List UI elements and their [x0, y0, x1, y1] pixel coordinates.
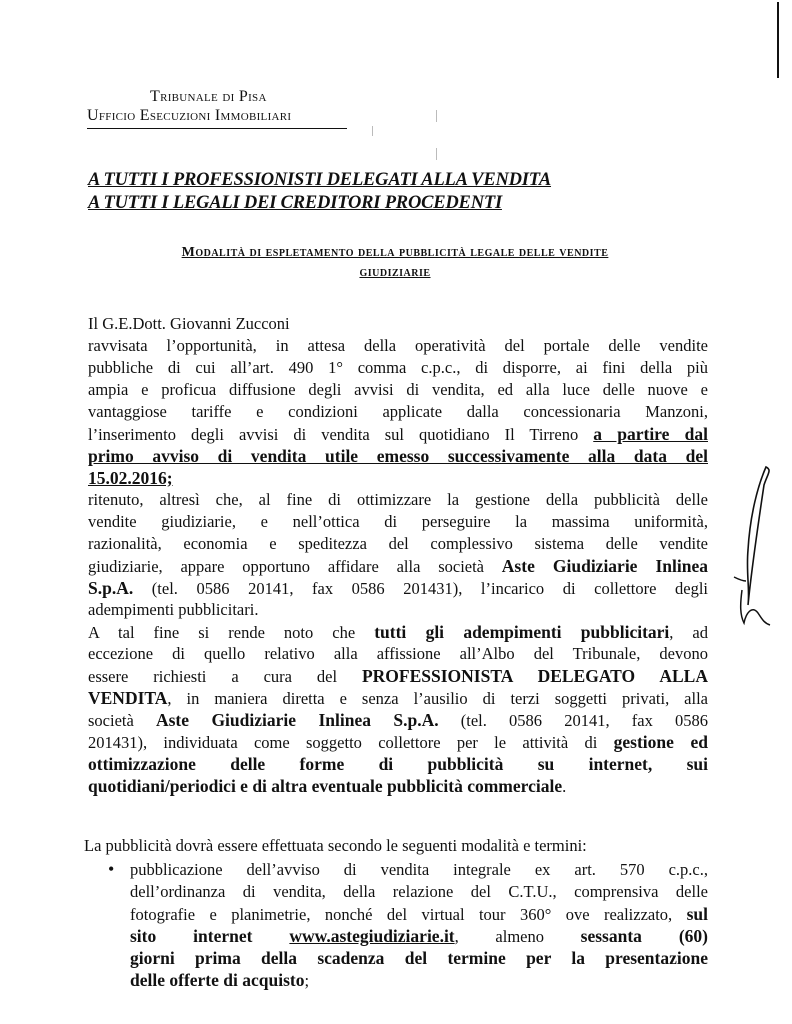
court-name: Tribunale di Pisa — [150, 88, 267, 105]
document-body — [88, 313, 708, 797]
body-text: 201431), individuata come soggetto collettore per le attività di — [88, 733, 614, 752]
body-line: ampia e proficua diffusione degli avvisi di vendita, ed alla luce delle nuove e — [88, 380, 708, 399]
body-text: A tal fine si rende noto che — [88, 623, 375, 642]
handwritten-initials-signature — [728, 455, 788, 655]
emphasis-text: VENDITA — [88, 688, 168, 708]
bullet-line: dell’ordinanza di vendita, della relazione del C.T.U., comprensiva delle — [130, 882, 708, 901]
bullet-symbol: • — [108, 859, 115, 879]
bullet-line: pubblicazione dell’avviso di vendita integrale ex art. 570 c.p.c., — [130, 860, 708, 879]
body-text: (tel. 0586 20141, fax 0586 201431), l’incarico di collettore degli — [133, 579, 708, 598]
body-line: vendite giudiziarie, e nell’ottica di perseguire la massima uniformità, — [88, 512, 708, 531]
body-text: ; — [304, 971, 310, 990]
body-line: vantaggiose tariffe e condizioni applicate dalla concessionaria Manzoni, — [88, 402, 708, 421]
bullet-line — [130, 925, 708, 947]
body-text: (tel. 0586 20141, fax 0586 — [438, 711, 708, 730]
header-rule — [87, 128, 347, 129]
scan-speck — [436, 148, 437, 160]
company-name: Aste Giudiziarie Inlinea — [501, 556, 709, 576]
body-line — [88, 665, 708, 687]
body-text: fotografie e planimetrie, nonché del virtual tour 360° ove realizzato, — [130, 905, 687, 924]
company-suffix: S.p.A. — [88, 578, 134, 598]
body-text: l’inserimento degli avvisi di vendita sul quotidiano Il Tirreno — [88, 425, 594, 444]
body-text: società — [88, 711, 156, 730]
body-line: ritenuto, altresì che, al fine di ottimizzare la gestione della pubblicità delle — [88, 490, 708, 509]
body-line: razionalità, economia e speditezza del complessivo sistema delle vendite — [88, 534, 708, 553]
subtitle-line-1: Modalità di espletamento della pubblicità legale delle vendite — [181, 245, 609, 260]
emphasis-text: PROFESSIONISTA DELEGATO ALLA — [361, 666, 708, 686]
body-line — [88, 423, 708, 445]
bullet-line — [130, 903, 708, 925]
body-text: , almeno — [454, 927, 581, 946]
body-text: , ad — [669, 623, 709, 642]
body-text: essere richiesti a cura del — [88, 667, 362, 686]
bullet-line — [130, 969, 708, 991]
body-line — [88, 731, 708, 753]
emphasis-text: gestione ed — [613, 732, 708, 752]
body-line: eccezione di quello relativo alla affissione all’Albo del Tribunale, devono — [88, 644, 708, 663]
addressee-title-1: A TUTTI I PROFESSIONISTI DELEGATI ALLA VENDITA — [88, 170, 552, 190]
addressee-title-2: A TUTTI I LEGALI DEI CREDITORI PROCEDENTI — [88, 193, 502, 213]
body-line — [88, 775, 708, 797]
emphasis-text: tutti gli adempimenti pubblicitari — [374, 622, 670, 642]
body-line: pubbliche di cui all’art. 490 1° comma c.p.c., di disporre, ai fini della più — [88, 358, 708, 377]
body-line: adempimenti pubblicitari. — [88, 600, 259, 619]
scan-speck — [372, 126, 373, 136]
company-name: Aste Giudiziarie Inlinea S.p.A. — [155, 710, 439, 730]
office-name: Ufficio Esecuzioni Immobiliari — [87, 107, 292, 124]
emphasis-line: ottimizzazione delle forme di pubblicità su internet, sui — [88, 754, 708, 774]
judge-line: Il G.E.Dott. Giovanni Zucconi — [88, 314, 290, 333]
emphasis-text: delle offerte di acquisto — [130, 970, 305, 990]
body-line — [88, 709, 708, 731]
emphasis-date: 15.02.2016; — [88, 468, 173, 488]
emphasis-line: primo avviso di vendita utile emesso successivamente alla data del — [88, 446, 708, 466]
body-text: giudiziarie, appare opportuno affidare alla società — [88, 557, 502, 576]
body-text: , in maniera diretta e senza l’ausilio di terzi soggetti privati, alla — [167, 689, 708, 708]
bullet-item — [130, 859, 708, 991]
scan-speck — [436, 110, 437, 122]
website-link[interactable]: www.astegiudiziarie.it — [289, 926, 455, 946]
body-line — [88, 621, 708, 643]
emphasis-text: sul — [686, 904, 708, 924]
emphasis-text: sito internet — [130, 926, 290, 946]
body-line — [88, 555, 708, 577]
subtitle-line-2: giudiziarie — [359, 265, 431, 280]
margin-rule — [777, 2, 779, 78]
emphasis-text: sessanta (60) — [580, 926, 708, 946]
body-text: . — [562, 777, 567, 796]
emphasis-text: a partire dal — [593, 424, 708, 444]
emphasis-line: giorni prima della scadenza del termine per la presentazione — [130, 948, 708, 968]
modalities-intro: La pubblicità dovrà essere effettuata secondo le seguenti modalità e termini: — [84, 836, 587, 855]
body-line: ravvisata l’opportunità, in attesa della operatività del portale delle vendite — [88, 336, 708, 355]
body-line — [88, 577, 708, 599]
emphasis-text: quotidiani/periodici e di altra eventuale pubblicità commerciale — [88, 776, 563, 796]
body-line — [88, 687, 708, 709]
